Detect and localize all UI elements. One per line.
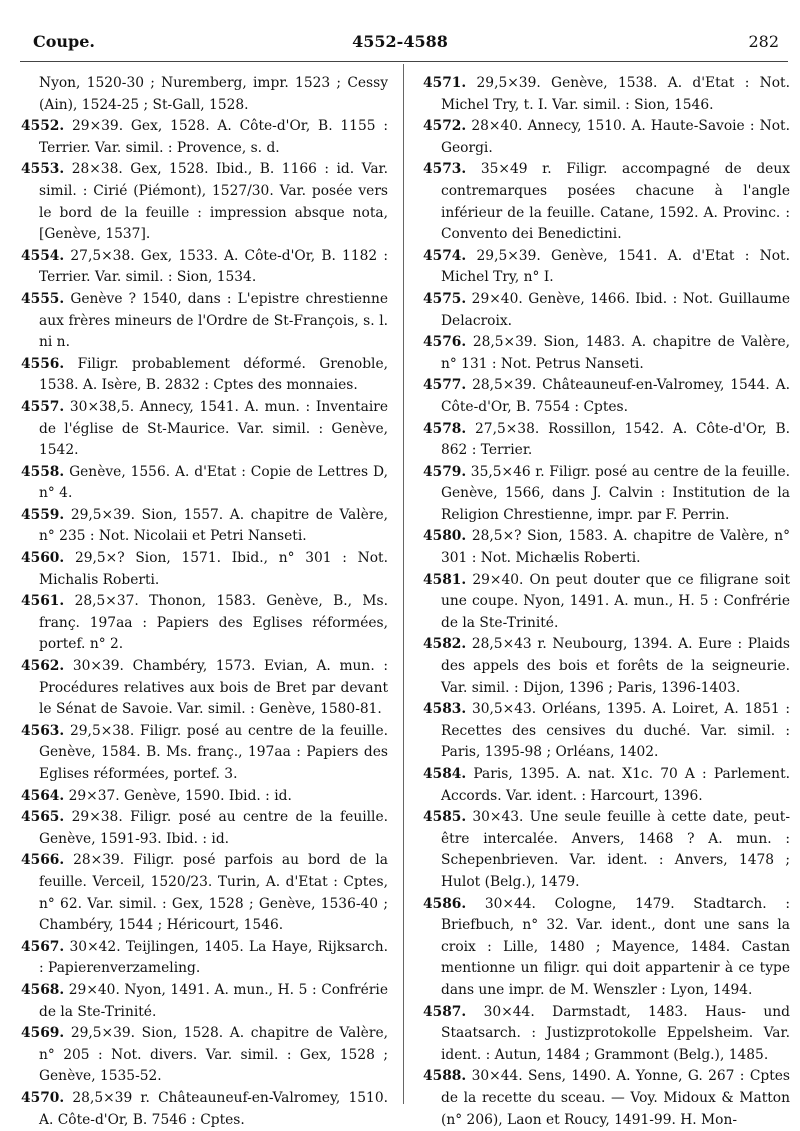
catalog-entry [21, 1088, 388, 1131]
entry-number: 4565. [21, 809, 65, 826]
catalog-entry [423, 246, 790, 289]
entry-number: 4575. [423, 290, 467, 307]
entry-text: 27,5×38. Gex, 1533. A. Côte-d'Or, B. 1182 : Terrier. Var. simil. : Sion, 1534. [39, 247, 388, 286]
entry-number: 4568. [21, 981, 65, 998]
catalog-entry [423, 699, 790, 764]
catalog-entry [423, 1002, 790, 1067]
catalog-entry [423, 526, 790, 569]
page-number: 282 [748, 32, 779, 51]
entry-text: 29×40. Genève, 1466. Ibid. : Not. Guillaume Delacroix. [441, 290, 790, 329]
catalog-entry [21, 354, 388, 397]
entry-text: 30×39. Chambéry, 1573. Evian, A. mun. : Procédures relatives aux bois de Bret par devant le Sénat de Savoie. Var. simil. : Genève, 1580-81. [39, 658, 388, 718]
entry-text: 29×38. Filigr. posé au centre de la feuille. Genève, 1591-93. Ibid. : id. [39, 809, 388, 847]
entry-number: 4557. [21, 398, 65, 415]
entry-text: 28,5×? Sion, 1583. A. chapitre de Valère, n° 301 : Not. Michælis Roberti. [441, 528, 791, 567]
entry-number: 4574. [423, 247, 467, 264]
catalog-entry [21, 246, 388, 289]
entry-number: 4567. [21, 938, 65, 955]
entry-number: 4572. [423, 118, 467, 135]
entry-number: 4564. [21, 787, 65, 804]
entry-number: 4556. [21, 355, 65, 372]
entry-number: 4579. [423, 463, 467, 480]
entry-number: 4563. [21, 722, 65, 739]
entry-number: 4571. [423, 75, 467, 91]
column-divider [403, 64, 404, 1104]
entry-number: 4553. [21, 161, 65, 178]
entry-number: 4562. [21, 658, 65, 675]
catalog-entry [423, 289, 790, 332]
entry-number: 4558. [21, 463, 65, 480]
catalog-entry [21, 289, 388, 354]
catalog-entry [423, 116, 790, 159]
entry-text: 30×43. Une seule feuille à cette date, peut-être intercalée. Anvers, 1468 ? A. mun. : Schepenbrieven. Var. ident. : Anvers, 1478 ; Hulot (Belg.), 1479. [441, 809, 790, 890]
catalog-entry [21, 397, 388, 462]
entry-text: 35×49 r. Filigr. accompagné de deux contremarques posées chacune à l'angle inférieur de la feuille. Catane, 1592. A. Provinc. : Convento dei Benedictini. [441, 161, 791, 243]
catalog-entry [21, 937, 388, 980]
catalog-entry [21, 721, 388, 786]
catalog-entry [423, 634, 790, 699]
entry-text: Genève, 1556. A. d'Etat : Copie de Lettres D, n° 4. [39, 463, 389, 502]
entry-text: 29,5×39. Genève, 1541. A. d'Etat : Not. Michel Try, n° I. [441, 247, 790, 286]
entry-text: Nyon, 1520-30 ; Nuremberg, impr. 1523 ; Cessy (Ain), 1524-25 ; St-Gall, 1528. [39, 75, 388, 113]
entry-text: Paris, 1395. A. nat. X1c. 70 A : Parlement. Accords. Var. ident. : Harcourt, 1396. [441, 766, 790, 804]
entry-text: 30×44. Darmstadt, 1483. Haus- und Staatsarch. : Justizprotokolle Eppelsheim. Var. ident. : Autun, 1484 ; Grammont (Belg.), 1485. [441, 1003, 790, 1063]
entry-number: 4561. [21, 593, 65, 610]
entry-number: 4586. [423, 895, 467, 912]
catalog-entry [21, 807, 388, 850]
entry-text: 29,5×? Sion, 1571. Ibid., n° 301 : Not. Michalis Roberti. [39, 550, 388, 588]
entry-text: 28,5×43 r. Neubourg, 1394. A. Eure : Plaids des appels des bois et forêts de la seigneurie. Var. simil. : Dijon, 1396 ; Paris, 1396-1403. [441, 636, 790, 696]
entry-text: 28,5×39. Sion, 1483. A. chapitre de Valère, n° 131 : Not. Petrus Nanseti. [441, 334, 790, 372]
catalog-entry [21, 462, 388, 505]
entry-text: 29×40. On peut douter que ce filigrane soit une coupe. Nyon, 1491. A. mun., H. 5 : Confrérie de la Ste-Trinité. [441, 571, 791, 631]
entry-number: 4559. [21, 506, 65, 523]
catalog-entry [423, 159, 790, 245]
entry-text: 29,5×39. Sion, 1557. A. chapitre de Valère, n° 235 : Not. Nicolaii et Petri Nanseti. [39, 506, 388, 545]
catalog-entry [21, 548, 388, 591]
entry-number: 4582. [423, 636, 467, 653]
catalog-entry [21, 656, 388, 721]
entry-number: 4581. [423, 571, 467, 588]
catalog-entry [423, 419, 790, 462]
entry-number: 4555. [21, 290, 65, 307]
entry-number: 4588. [423, 1068, 467, 1085]
entry-text: 30×38,5. Annecy, 1541. A. mun. : Inventaire de l'église de St-Maurice. Var. simil. : Genève, 1542. [39, 398, 389, 459]
entry-number: 4576. [423, 334, 467, 351]
entry-text: 30,5×43. Orléans, 1395. A. Loiret, A. 1851 : Recettes des censives du duché. Var. simil. : Paris, 1395-98 ; Orléans, 1402. [441, 701, 790, 761]
entry-number: 4587. [423, 1003, 467, 1020]
entry-text: 29,5×39. Sion, 1528. A. chapitre de Valère, n° 205 : Not. divers. Var. simil. : Gex, 1528 ; Genève, 1535-52. [39, 1025, 388, 1085]
entry-number: 4578. [423, 420, 467, 437]
catalog-entry [21, 505, 388, 548]
left-column [21, 73, 388, 1131]
entry-text: 30×42. Teijlingen, 1405. La Haye, Rijksarch. : Papierenverzameling. [39, 938, 388, 977]
entry-number: 4566. [21, 852, 65, 869]
entry-range: 4552-4588 [352, 32, 448, 51]
catalog-entry [21, 116, 388, 159]
entry-text: 29×39. Gex, 1528. A. Côte-d'Or, B. 1155 : Terrier. Var. simil. : Provence, s. d. [39, 118, 388, 156]
catalog-entry [423, 375, 790, 418]
entry-text: 29×40. Nyon, 1491. A. mun., H. 5 : Confrérie de la Ste-Trinité. [39, 981, 388, 1020]
entry-text: 29,5×39. Genève, 1538. A. d'Etat : Not. Michel Try, t. I. Var. simil. : Sion, 1546. [441, 75, 790, 113]
entry-text: Genève ? 1540, dans : L'epistre chrestienne aux frères mineurs de l'Ordre de St-François, s. l. ni n. [39, 290, 388, 351]
entry-text: 29×37. Genève, 1590. Ibid. : id. [68, 787, 292, 804]
entry-number: 4569. [21, 1025, 65, 1042]
entry-number: 4560. [21, 550, 65, 567]
catalog-entry [21, 591, 388, 656]
catalog-entry [423, 73, 790, 116]
entry-text: 28,5×39. Châteauneuf-en-Valromey, 1544. A. Côte-d'Or, B. 7554 : Cptes. [441, 377, 790, 415]
catalog-entry [423, 570, 790, 635]
entry-number: 4554. [21, 247, 65, 264]
catalog-entry [21, 73, 388, 116]
entry-number: 4552. [21, 118, 65, 135]
entry-text: 29,5×38. Filigr. posé au centre de la feuille. Genève, 1584. B. Ms. franç., 197aa : Papiers des Eglises réformées, portef. 3. [39, 722, 389, 782]
entry-text: 30×44. Cologne, 1479. Stadtarch. : Briefbuch, n° 32. Var. ident., dont une sans la croix : Lille, 1480 ; Mayence, 1484. Castan mentionne un filigr. qui doit appartenir à ce type dans une impr. de M. Wenszler : Lyon, 1494. [441, 895, 791, 998]
entry-text: 35,5×46 r. Filigr. posé au centre de la feuille. Genève, 1566, dans J. Calvin : Institution de la Religion Chrestienne, impr. par F. Perrin. [441, 463, 791, 523]
entry-number: 4573. [423, 161, 467, 178]
catalog-entry [21, 159, 388, 245]
catalog-entry [21, 850, 388, 936]
header-rule [20, 61, 788, 62]
entry-text: 28×40. Annecy, 1510. A. Haute-Savoie : Not. Georgi. [441, 118, 790, 156]
catalog-entry [423, 764, 790, 807]
entry-number: 4580. [423, 528, 467, 545]
catalog-entry [423, 807, 790, 893]
running-header [0, 31, 800, 55]
entry-number: 4570. [21, 1089, 65, 1106]
catalog-entry [21, 1023, 388, 1088]
entry-text: 30×44. Sens, 1490. A. Yonne, G. 267 : Cptes de la recette du sceau. — Voy. Midoux & Matton (n° 206), Laon et Roucy, 1491-99. H. Mon- [441, 1068, 790, 1128]
entry-text: Filigr. probablement déformé. Grenoble, 1538. A. Isère, B. 2832 : Cptes des monnaies. [39, 355, 388, 394]
catalog-entry [423, 1066, 790, 1131]
entry-number: 4577. [423, 377, 467, 394]
catalog-entry [21, 980, 388, 1023]
catalog-entry [423, 894, 790, 1002]
catalog-entry [423, 462, 790, 527]
entry-text: 28,5×39 r. Châteauneuf-en-Valromey, 1510. A. Côte-d'Or, B. 7546 : Cptes. [39, 1089, 388, 1128]
right-column [423, 73, 790, 1131]
entry-text: 28×38. Gex, 1528. Ibid., B. 1166 : id. Var. simil. : Cirié (Piémont), 1527/30. Var. posée vers le bord de la feuille : impression absque nota, [Genève, 1537]. [39, 161, 389, 243]
entry-text: 27,5×38. Rossillon, 1542. A. Côte-d'Or, B. 862 : Terrier. [441, 420, 791, 459]
section-title: Coupe. [33, 32, 95, 51]
entry-number: 4583. [423, 701, 467, 718]
entry-number: 4585. [423, 809, 467, 826]
entry-number: 4584. [423, 766, 467, 782]
catalog-entry [423, 332, 790, 375]
entry-text: 28×39. Filigr. posé parfois au bord de la feuille. Verceil, 1520/23. Turin, A. d'Etat : Cptes, n° 62. Var. simil. : Gex, 1528 ; Genève, 1536-40 ; Chambéry, 1544 ; Héricourt, 1546. [39, 852, 388, 934]
catalog-entry [21, 786, 388, 808]
entry-text: 28,5×37. Thonon, 1583. Genève, B., Ms. franç. 197aa : Papiers des Eglises réformées, portef. n° 2. [39, 593, 388, 653]
